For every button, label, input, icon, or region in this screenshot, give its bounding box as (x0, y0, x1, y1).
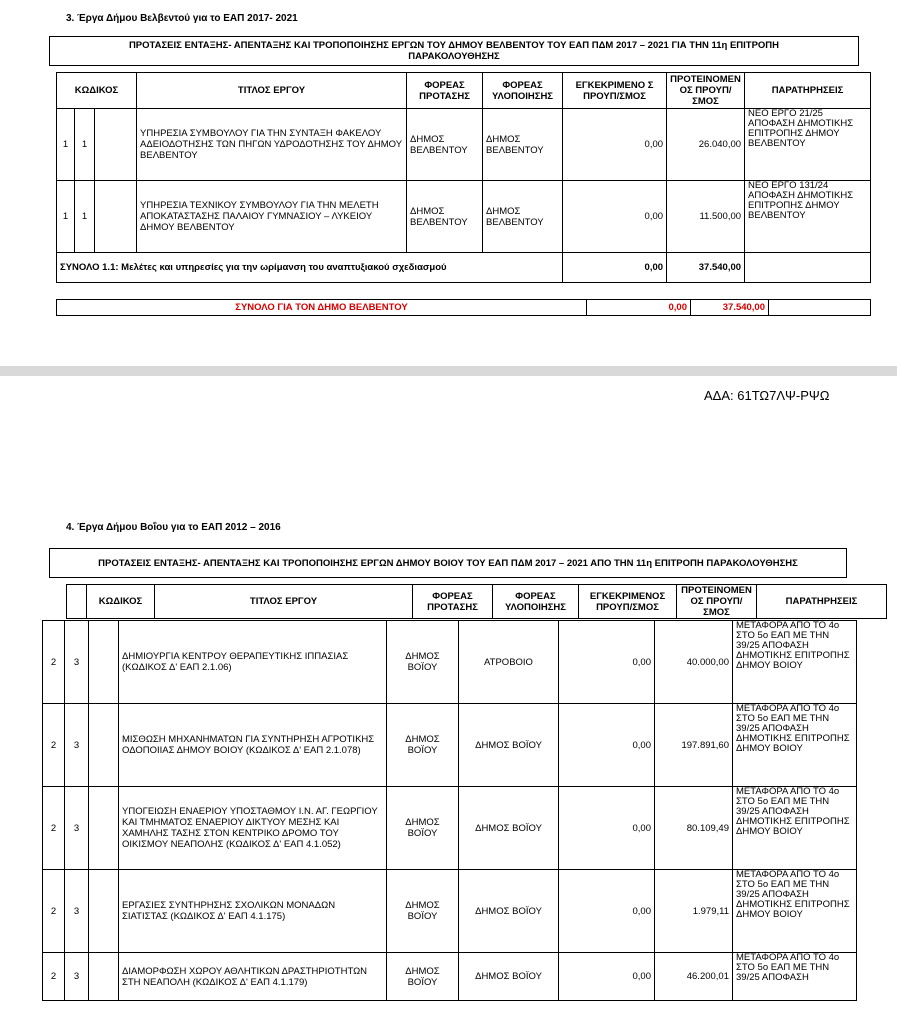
table-row (43, 787, 857, 870)
table-title-box (49, 548, 847, 578)
col-proposer: ΦΟΡΕΑΣ ΠΡΟΤΑΣΗΣ (407, 73, 483, 109)
code-1: 2 (43, 621, 65, 704)
col-approved: ΕΓΚΕΚΡΙΜΕΝΟ Σ ΠΡΟΥΠ/ΣΜΟΣ (563, 73, 667, 109)
proposed-budget: 11.500,00 (667, 181, 745, 253)
approved-budget: 0,00 (563, 181, 667, 253)
code-1: 2 (43, 704, 65, 787)
proposed-budget: 26.040,00 (667, 109, 745, 181)
code-1: 2 (43, 787, 65, 870)
table-title: ΠΡΟΤΑΣΕΙΣ ΕΝΤΑΞΗΣ- ΑΠΕΝΤΑΞΗΣ ΚΑΙ ΤΡΟΠΟΠΟΙΗΣΗΣ ΕΡΓΩΝ ΔΗΜΟΥ ΒΟΙΟΥ ΤΟΥ ΕΑΠ ΠΔΜ 2017 – 2021 ΑΠΟ ΤΗΝ 11η ΕΠΙΤΡΟΠΗ ΠΑΡΑΚΟΛΟΥΘΗΣΗΣ (98, 557, 798, 569)
code-2: 3 (65, 621, 89, 704)
table-row (43, 953, 857, 1001)
notes: ΜΕΤΑΦΟΡΑ ΑΠΟ ΤΟ 4ο ΣΤΟ 5ο ΕΑΠ ΜΕ ΤΗΝ 39/25 ΑΠΟΦΑΣΗ (733, 953, 857, 1001)
proposer: ΔΗΜΟΣ ΒΟΪΟΥ (387, 621, 459, 704)
approved-budget: 0,00 (559, 953, 655, 1001)
notes: ΜΕΤΑΦΟΡΑ ΑΠΟ ΤΟ 4ο ΣΤΟ 5ο ΕΑΠ ΜΕ ΤΗΝ 39/25 ΑΠΟΦΑΣΗ ΔΗΜΟΤΙΚΗΣ ΕΠΙΤΡΟΠΗΣ ΔΗΜΟΥ ΒΟΙΟΥ (733, 621, 857, 704)
page-divider (0, 366, 897, 376)
proposed-budget: 197.891,60 (655, 704, 733, 787)
subtotal-label: ΣΥΝΟΛΟ 1.1: Μελέτες και υπηρεσίες για την ωρίμανση του αναπτυξιακού σχεδιασμού (57, 253, 563, 283)
implementer: ΔΗΜΟΣ ΒΟΪΟΥ (459, 870, 559, 953)
code-2: 3 (65, 787, 89, 870)
proposer: ΔΗΜΟΣ ΒΕΛΒΕΝΤΟΥ (407, 181, 483, 253)
total-row (57, 300, 871, 316)
table-header-row (57, 73, 871, 109)
projects-table-voio-header (66, 584, 887, 619)
code-1: 1 (57, 181, 75, 253)
table-row (43, 621, 857, 704)
proposed-budget: 40.000,00 (655, 621, 733, 704)
col-proposed: ΠΡΟΤΕΙΝΟΜΕΝ ΟΣ ΠΡΟΥΠ/ΣΜΟΣ (677, 585, 757, 619)
implementer: ΑΤΡΟΒΟΙΟ (459, 621, 559, 704)
notes: ΜΕΤΑΦΟΡΑ ΑΠΟ ΤΟ 4ο ΣΤΟ 5ο ΕΑΠ ΜΕ ΤΗΝ 39/25 ΑΠΟΦΑΣΗ ΔΗΜΟΤΙΚΗΣ ΕΠΙΤΡΟΠΗΣ ΔΗΜΟΥ ΒΟΙΟΥ (733, 704, 857, 787)
approved-budget: 0,00 (559, 704, 655, 787)
section-heading: 4. Έργα Δήμου Βοΐου για το ΕΑΠ 2012 – 2016 (66, 522, 281, 533)
code-2: 1 (75, 181, 95, 253)
col-proposed: ΠΡΟΤΕΙΝΟΜΕΝ ΟΣ ΠΡΟΥΠ/ΣΜΟΣ (667, 73, 745, 109)
total-table-velvento (56, 299, 871, 316)
table-title: ΠΡΟΤΑΣΕΙΣ ΕΝΤΑΞΗΣ- ΑΠΕΝΤΑΞΗΣ ΚΑΙ ΤΡΟΠΟΠΟΙΗΣΗΣ ΕΡΓΩΝ ΤΟΥ ΔΗΜΟΥ ΒΕΛΒΕΝΤΟΥ ΤΟΥ ΕΑΠ ΠΔΜ 2017 – 2021 ΓΙΑ ΤΗΝ 11η ΕΠΙΤΡΟΠΗ ΠΑΡΑΚΟΛΟΥΘΗΣΗΣ (128, 40, 780, 62)
proposer: ΔΗΜΟΣ ΒΟΪΟΥ (387, 953, 459, 1001)
project-title: ΥΠΗΡΕΣΙΑ ΤΕΧΝΙΚΟΥ ΣΥΜΒΟΥΛΟΥ ΓΙΑ ΤΗΝ ΜΕΛΕΤΗ ΑΠΟΚΑΤΑΣΤΑΣΗΣ ΠΑΛΑΙΟΥ ΓΥΜΝΑΣΙΟΥ – ΛΥΚΕΙΟΥ ΔΗΜΟΥ ΒΕΛΒΕΝΤΟΥ (137, 181, 407, 253)
proposed-budget: 46.200,01 (655, 953, 733, 1001)
col-code: ΚΩΔΙΚΟΣ (57, 73, 137, 109)
subtotal-approved: 0,00 (563, 253, 667, 283)
projects-table-velvento (56, 72, 871, 283)
implementer: ΔΗΜΟΣ ΒΟΪΟΥ (459, 953, 559, 1001)
proposer: ΔΗΜΟΣ ΒΕΛΒΕΝΤΟΥ (407, 109, 483, 181)
project-title: ΜΙΣΘΩΣΗ ΜΗΧΑΝΗΜΑΤΩΝ ΓΙΑ ΣΥΝΤΗΡΗΣΗ ΑΓΡΟΤΙΚΗΣ ΟΔΟΠΟΙΙΑΣ ΔΗΜΟΥ ΒΟΙΟΥ (ΚΩΔΙΚΟΣ Δ' ΕΑΠ 2.1.078) (119, 704, 387, 787)
approved-budget: 0,00 (559, 870, 655, 953)
table-row (43, 704, 857, 787)
implementer: ΔΗΜΟΣ ΒΕΛΒΕΝΤΟΥ (483, 109, 563, 181)
total-proposed: 37.540,00 (691, 300, 769, 316)
approved-budget: 0,00 (559, 787, 655, 870)
proposer: ΔΗΜΟΣ ΒΟΪΟΥ (387, 870, 459, 953)
col-code: ΚΩΔΙΚΟΣ (87, 585, 155, 619)
code-1: 2 (43, 953, 65, 1001)
code-2: 3 (65, 704, 89, 787)
table-header-row (67, 585, 887, 619)
projects-table-voio (42, 620, 857, 1001)
table-row (57, 181, 871, 253)
code-1: 2 (43, 870, 65, 953)
ada-code: ΑΔΑ: 61ΤΩ7ΛΨ-ΡΨΩ (704, 388, 830, 403)
table-row (57, 109, 871, 181)
total-label: ΣΥΝΟΛΟ ΓΙΑ ΤΟΝ ΔΗΜΟ ΒΕΛΒΕΝΤΟΥ (57, 300, 587, 316)
implementer: ΔΗΜΟΣ ΒΟΪΟΥ (459, 787, 559, 870)
implementer: ΔΗΜΟΣ ΒΟΪΟΥ (459, 704, 559, 787)
notes: ΜΕΤΑΦΟΡΑ ΑΠΟ ΤΟ 4ο ΣΤΟ 5ο ΕΑΠ ΜΕ ΤΗΝ 39/25 ΑΠΟΦΑΣΗ ΔΗΜΟΤΙΚΗΣ ΕΠΙΤΡΟΠΗΣ ΔΗΜΟΥ ΒΟΙΟΥ (733, 787, 857, 870)
project-title: ΥΠΟΓΕΙΩΣΗ ΕΝΑΕΡΙΟΥ ΥΠΟΣΤΑΘΜΟΥ Ι.Ν. ΑΓ. ΓΕΩΡΓΙΟΥ ΚΑΙ ΤΜΗΜΑΤΟΣ ΕΝΑΕΡΙΟΥ ΔΙΚΤΥΟΥ ΜΕΣΗΣ ΚΑΙ ΧΑΜΗΛΗΣ ΤΑΣΗΣ ΣΤΟΝ ΚΕΝΤΡΙΚΟ ΔΡΟΜΟ ΤΟΥ ΟΙΚΙΣΜΟΥ ΝΕΑΠΟΛΗΣ (ΚΩΔΙΚΟΣ Δ' ΕΑΠ 4.1.052) (119, 787, 387, 870)
code-2: 3 (65, 953, 89, 1001)
notes: ΝΕΟ ΕΡΓΟ 131/24 ΑΠΟΦΑΣΗ ΔΗΜΟΤΙΚΗΣ ΕΠΙΤΡΟΠΗΣ ΔΗΜΟΥ ΒΕΛΒΕΝΤΟΥ (745, 181, 871, 253)
project-title: ΕΡΓΑΣΙΕΣ ΣΥΝΤΗΡΗΣΗΣ ΣΧΟΛΙΚΩΝ ΜΟΝΑΔΩΝ ΣΙΑΤΙΣΤΑΣ (ΚΩΔΙΚΟΣ Δ' ΕΑΠ 4.1.175) (119, 870, 387, 953)
project-title: ΥΠΗΡΕΣΙΑ ΣΥΜΒΟΥΛΟΥ ΓΙΑ ΤΗΝ ΣΥΝΤΑΞΗ ΦΑΚΕΛΟΥ ΑΔΕΙΟΔΟΤΗΣΗΣ ΤΩΝ ΠΗΓΩΝ ΥΔΡΟΔΟΤΗΣΗΣ ΤΟΥ ΔΗΜΟΥ ΒΕΛΒΕΝΤΟΥ (137, 109, 407, 181)
subtotal-proposed: 37.540,00 (667, 253, 745, 283)
col-notes: ΠΑΡΑΤΗΡΗΣΕΙΣ (757, 585, 887, 619)
project-title: ΔΙΑΜΟΡΦΩΣΗ ΧΩΡΟΥ ΑΘΛΗΤΙΚΩΝ ΔΡΑΣΤΗΡΙΟΤΗΤΩΝ ΣΤΗ ΝΕΑΠΟΛΗ (ΚΩΔΙΚΟΣ Δ' ΕΑΠ 4.1.179) (119, 953, 387, 1001)
col-title: ΤΙΤΛΟΣ ΕΡΓΟΥ (155, 585, 413, 619)
subtotal-row (57, 253, 871, 283)
code-2: 1 (75, 109, 95, 181)
col-approved: ΕΓΚΕΚΡΙΜΕΝΟΣ ΠΡΟΥΠ/ΣΜΟΣ (579, 585, 677, 619)
table-title-box (49, 36, 859, 66)
proposer: ΔΗΜΟΣ ΒΟΪΟΥ (387, 704, 459, 787)
notes: ΝΕΟ ΕΡΓΟ 21/25 ΑΠΟΦΑΣΗ ΔΗΜΟΤΙΚΗΣ ΕΠΙΤΡΟΠΗΣ ΔΗΜΟΥ ΒΕΛΒΕΝΤΟΥ (745, 109, 871, 181)
col-title: ΤΙΤΛΟΣ ΕΡΓΟΥ (137, 73, 407, 109)
col-proposer: ΦΟΡΕΑΣ ΠΡΟΤΑΣΗΣ (413, 585, 493, 619)
total-approved: 0,00 (587, 300, 691, 316)
notes: ΜΕΤΑΦΟΡΑ ΑΠΟ ΤΟ 4ο ΣΤΟ 5ο ΕΑΠ ΜΕ ΤΗΝ 39/25 ΑΠΟΦΑΣΗ ΔΗΜΟΤΙΚΗΣ ΕΠΙΤΡΟΠΗΣ ΔΗΜΟΥ ΒΟΙΟΥ (733, 870, 857, 953)
proposed-budget: 1.979,11 (655, 870, 733, 953)
code-1: 1 (57, 109, 75, 181)
col-implementer: ΦΟΡΕΑΣ ΥΛΟΠΟΙΗΣΗΣ (493, 585, 579, 619)
col-notes: ΠΑΡΑΤΗΡΗΣΕΙΣ (745, 73, 871, 109)
section-heading: 3. Έργα Δήμου Βελβεντού για το ΕΑΠ 2017- 2021 (66, 13, 298, 24)
table-row (43, 870, 857, 953)
code-2: 3 (65, 870, 89, 953)
proposer: ΔΗΜΟΣ ΒΟΪΟΥ (387, 787, 459, 870)
approved-budget: 0,00 (559, 621, 655, 704)
approved-budget: 0,00 (563, 109, 667, 181)
project-title: ΔΗΜΙΟΥΡΓΙΑ ΚΕΝΤΡΟΥ ΘΕΡΑΠΕΥΤΙΚΗΣ ΙΠΠΑΣΙΑΣ (ΚΩΔΙΚΟΣ Δ' ΕΑΠ 2.1.06) (119, 621, 387, 704)
col-implementer: ΦΟΡΕΑΣ ΥΛΟΠΟΙΗΣΗΣ (483, 73, 563, 109)
proposed-budget: 80.109,49 (655, 787, 733, 870)
implementer: ΔΗΜΟΣ ΒΕΛΒΕΝΤΟΥ (483, 181, 563, 253)
